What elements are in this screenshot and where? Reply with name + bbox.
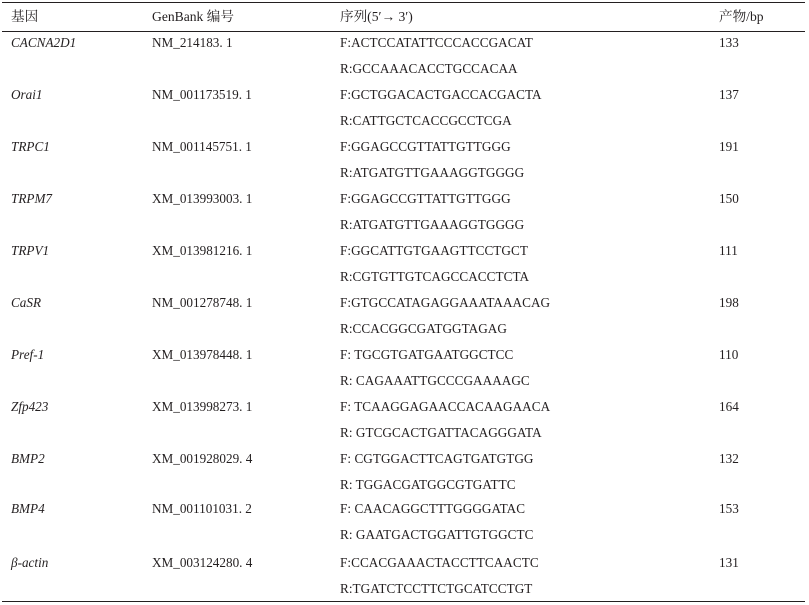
genbank-accession: XM_003124280. 4 xyxy=(152,555,253,570)
forward-primer: F:GGAGCCGTTATTGTTGGG xyxy=(340,139,511,154)
product-size: 111 xyxy=(719,243,738,258)
gene-name: TRPC1 xyxy=(11,139,50,154)
reverse-primer: R: GAATGACTGGATTGTGGCTC xyxy=(340,527,534,542)
gene-name: β-actin xyxy=(11,555,49,570)
product-size: 191 xyxy=(719,139,739,154)
gene-name: TRPM7 xyxy=(11,191,53,206)
forward-primer: F: TCAAGGAGAACCACAAGAACA xyxy=(340,399,551,414)
forward-primer: F:GGAGCCGTTATTGTTGGG xyxy=(340,191,511,206)
gene-name: TRPV1 xyxy=(11,243,50,258)
reverse-primer: R:ATGATGTTGAAAGGTGGGG xyxy=(340,165,525,180)
forward-primer: F: CGTGGACTTCAGTGATGTGG xyxy=(340,451,534,466)
header-genbank: GenBank 编号 xyxy=(152,9,234,24)
bottom-rule xyxy=(2,601,805,602)
forward-primer: F:ACTCCATATTCCCACCGACAT xyxy=(340,35,533,50)
gene-name: CACNA2D1 xyxy=(11,35,77,50)
reverse-primer: R:CGTGTTGTCAGCCACCTCTA xyxy=(340,269,530,284)
header-gene: 基因 xyxy=(11,9,39,24)
gene-name: BMP4 xyxy=(11,501,45,516)
forward-primer: F: CAACAGGCTTTGGGGATAC xyxy=(340,501,526,516)
genbank-accession: NM_214183. 1 xyxy=(152,35,233,50)
reverse-primer: R: CAGAAATTGCCCGAAAAGC xyxy=(340,373,530,388)
genbank-accession: XM_013981216. 1 xyxy=(152,243,253,258)
reverse-primer: R:TGATCTCCTTCTGCATCCTGT xyxy=(340,581,533,596)
product-size: 131 xyxy=(719,555,739,570)
reverse-primer: R: TGGACGATGGCGTGATTC xyxy=(340,477,516,492)
reverse-primer: R:ATGATGTTGAAAGGTGGGG xyxy=(340,217,525,232)
product-size: 133 xyxy=(719,35,739,50)
forward-primer: F:CCACGAAACTACCTTCAACTC xyxy=(340,555,539,570)
header-sequence: 序列(5′→ 3′) xyxy=(340,9,413,24)
product-size: 132 xyxy=(719,451,739,466)
top-rule xyxy=(2,2,805,3)
header-product: 产物/bp xyxy=(719,9,764,24)
product-size: 137 xyxy=(719,87,739,102)
reverse-primer: R:GCCAAACACCTGCCACAA xyxy=(340,61,518,76)
forward-primer: F: TGCGTGATGAATGGCTCC xyxy=(340,347,514,362)
forward-primer: F:GGCATTGTGAAGTTCCTGCT xyxy=(340,243,528,258)
reverse-primer: R:CCACGGCGATGGTAGAG xyxy=(340,321,507,336)
product-size: 198 xyxy=(719,295,739,310)
gene-name: Orai1 xyxy=(11,87,43,102)
gene-name: CaSR xyxy=(11,295,42,310)
reverse-primer: R: GTCGCACTGATTACAGGGATA xyxy=(340,425,542,440)
gene-name: Pref-1 xyxy=(11,347,45,362)
gene-name: BMP2 xyxy=(11,451,45,466)
genbank-accession: NM_001145751. 1 xyxy=(152,139,252,154)
product-size: 150 xyxy=(719,191,739,206)
forward-primer: F:GTGCCATAGAGGAAATAAACAG xyxy=(340,295,551,310)
genbank-accession: XM_013978448. 1 xyxy=(152,347,253,362)
product-size: 110 xyxy=(719,347,739,362)
product-size: 153 xyxy=(719,501,739,516)
genbank-accession: NM_001173519. 1 xyxy=(152,87,252,102)
genbank-accession: XM_001928029. 4 xyxy=(152,451,253,466)
genbank-accession: XM_013998273. 1 xyxy=(152,399,253,414)
header-rule xyxy=(2,31,805,32)
reverse-primer: R:CATTGCTCACCGCCTCGA xyxy=(340,113,512,128)
genbank-accession: XM_013993003. 1 xyxy=(152,191,253,206)
gene-name: Zfp423 xyxy=(11,399,49,414)
genbank-accession: NM_001278748. 1 xyxy=(152,295,253,310)
product-size: 164 xyxy=(719,399,739,414)
genbank-accession: NM_001101031. 2 xyxy=(152,501,252,516)
forward-primer: F:GCTGGACACTGACCACGACTA xyxy=(340,87,542,102)
